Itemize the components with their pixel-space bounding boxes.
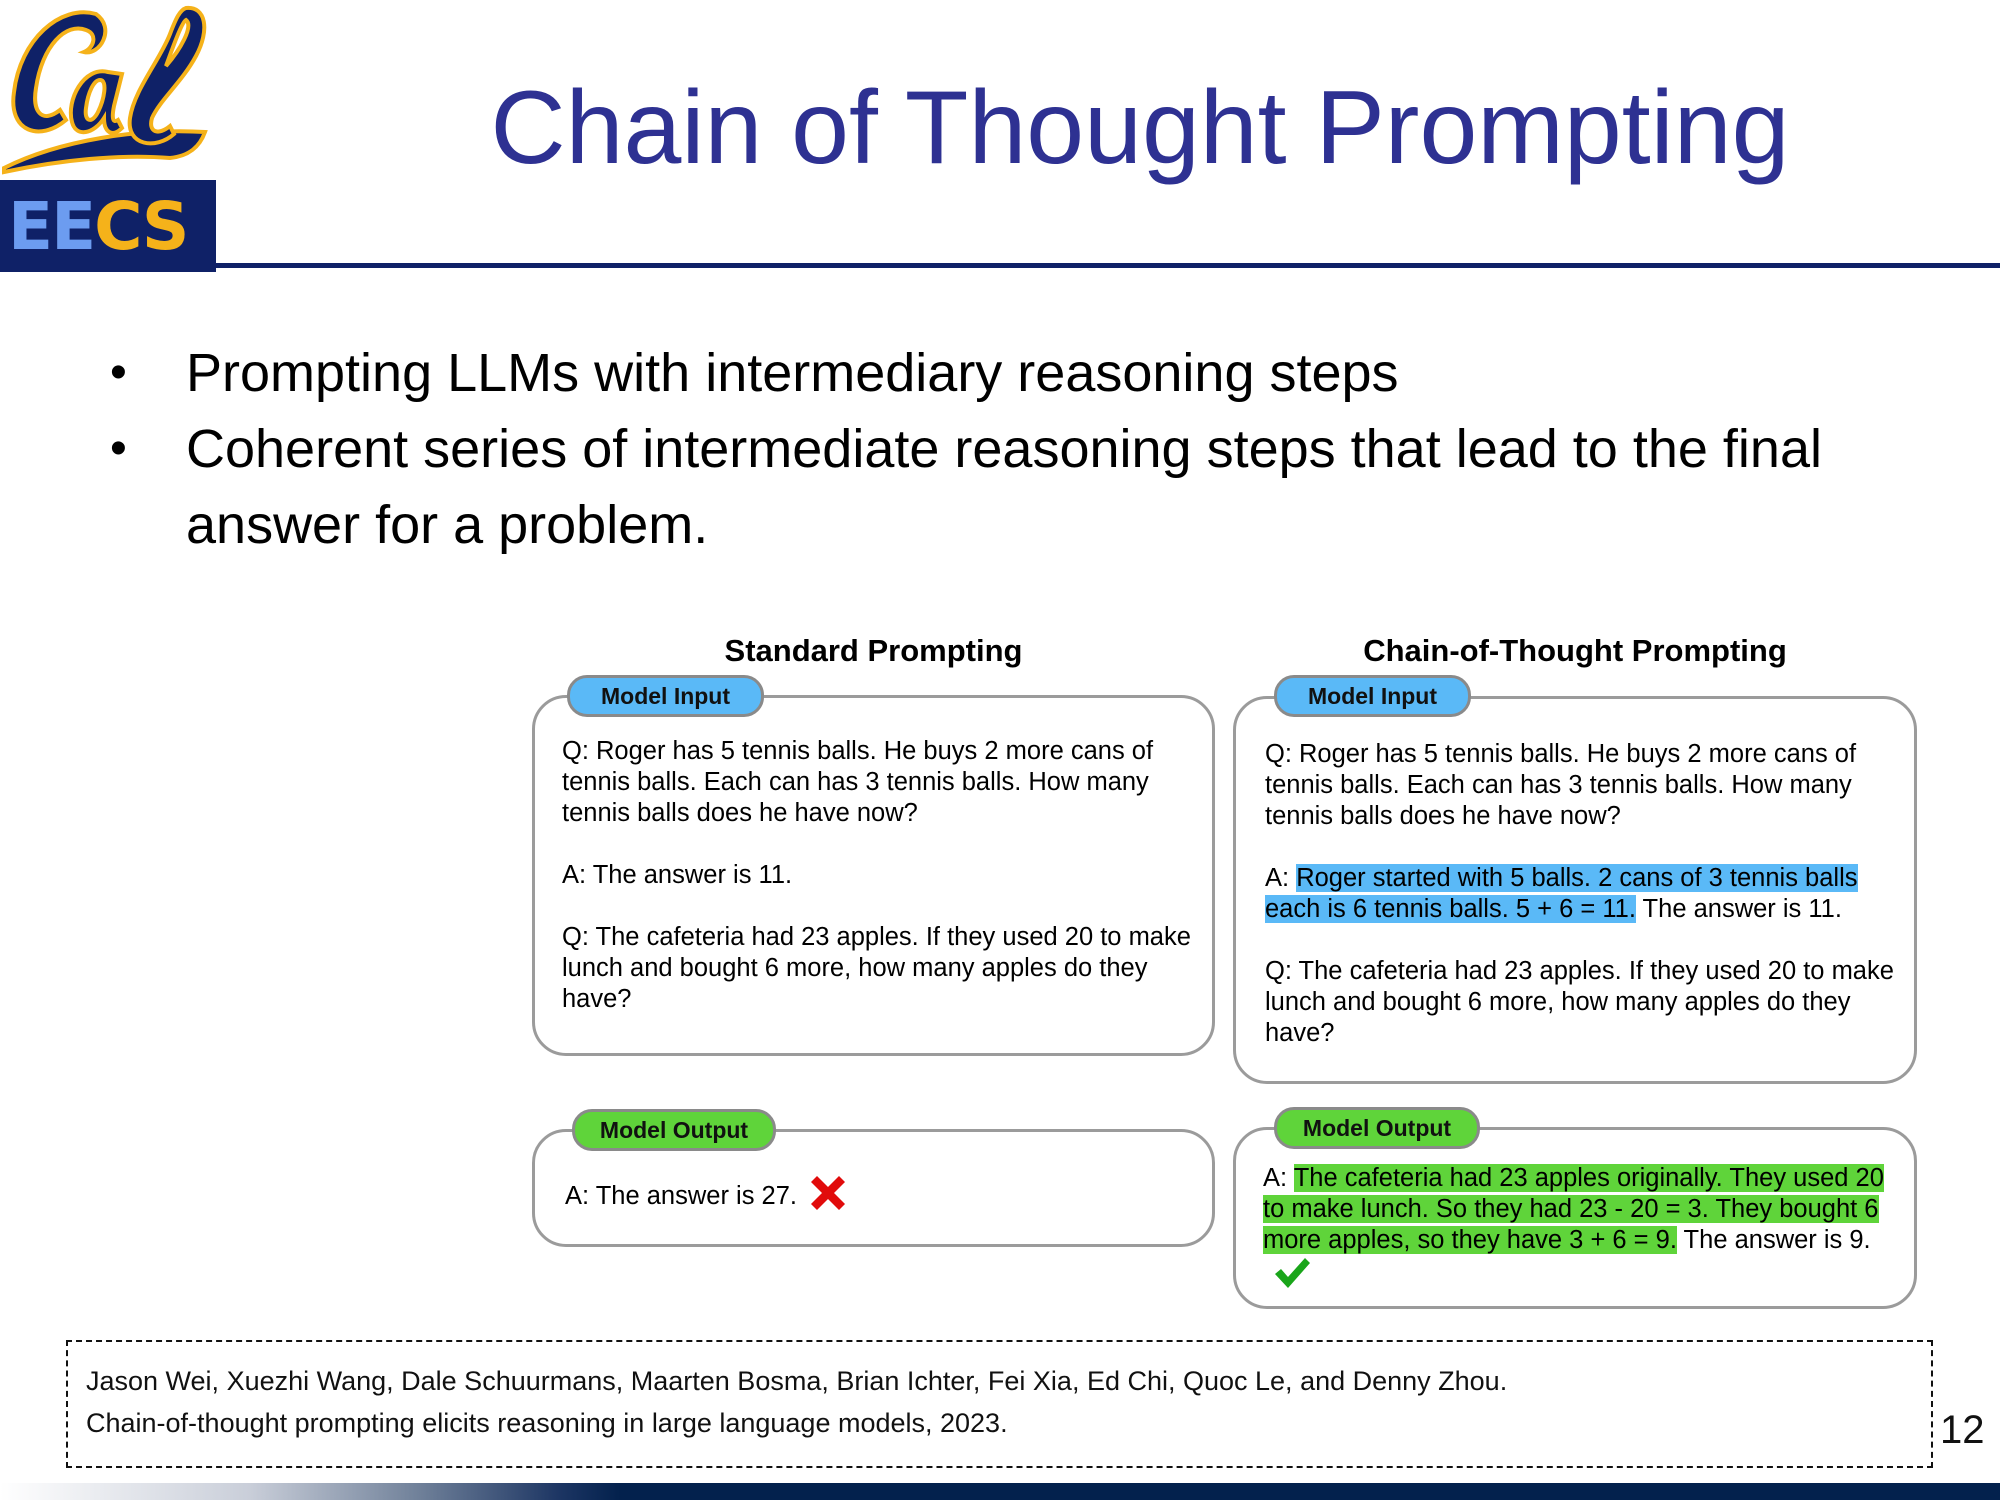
bullet-icon: • bbox=[110, 422, 127, 475]
standard-model-input-label: Model Input bbox=[567, 675, 764, 717]
cal-logo bbox=[0, 0, 215, 175]
cal-script-icon bbox=[0, 0, 215, 175]
citation-title: Chain-of-thought prompting elicits reasoning in large language models, 2023. bbox=[86, 1408, 1008, 1438]
check-icon bbox=[1273, 1256, 1311, 1298]
cot-input-a1 bbox=[1265, 863, 1895, 925]
cot-input-a1-answer: The answer is 11. bbox=[1635, 895, 1842, 923]
bullet-item bbox=[108, 411, 1968, 563]
standard-output-text: A: The answer is 27. bbox=[565, 1182, 797, 1210]
standard-input-q2: Q: The cafeteria had 23 apples. If they used 20 to make lunch and bought 6 more, how many apples do they have? bbox=[562, 923, 1191, 1013]
bullet-item bbox=[108, 335, 1968, 411]
standard-input-a1: A: The answer is 11. bbox=[562, 861, 793, 889]
footer-bar bbox=[0, 1483, 2000, 1500]
slide-title: Chain of Thought Prompting bbox=[490, 70, 1790, 186]
cot-output-reasoning-highlight: The cafeteria had 23 apples originally. They used 20 to make lunch. So they had 23 - 20 = 3. They bought 6 more apples, so they have 3 + 6 = 9. bbox=[1263, 1164, 1884, 1254]
cot-input-q1: Q: Roger has 5 tennis balls. He buys 2 more cans of tennis balls. Each can has 3 tennis balls. How many tennis balls does he have now? bbox=[1265, 740, 1857, 830]
cot-input-box bbox=[1233, 696, 1917, 1084]
cross-icon bbox=[807, 1172, 849, 1222]
bullet-text: Prompting LLMs with intermediary reasoning steps bbox=[186, 343, 1399, 403]
cot-output-box bbox=[1233, 1127, 1917, 1309]
cot-prompting-title: Chain-of-Thought Prompting bbox=[1363, 633, 1787, 668]
cot-output-answer: The answer is 9. bbox=[1676, 1226, 1871, 1254]
bullet-icon: • bbox=[110, 346, 127, 399]
citation-authors: Jason Wei, Xuezhi Wang, Dale Schuurmans, Maarten Bosma, Brian Ichter, Fei Xia, Ed Chi, Quoc Le, and Denny Zhou. bbox=[86, 1366, 1508, 1396]
standard-model-output-label: Model Output bbox=[572, 1109, 776, 1151]
cot-output-prefix: A: bbox=[1263, 1164, 1294, 1192]
cot-input-a1-prefix: A: bbox=[1265, 864, 1297, 892]
cot-model-output-label: Model Output bbox=[1274, 1107, 1480, 1149]
cot-input-reasoning-highlight: Roger started with 5 balls. 2 cans of 3 tennis balls each is 6 tennis balls. 5 + 6 = 11. bbox=[1265, 864, 1858, 923]
bullet-list bbox=[108, 335, 1968, 563]
citation-box bbox=[66, 1340, 1933, 1468]
eecs-logo-cs: CS bbox=[94, 187, 188, 265]
cot-input-q2: Q: The cafeteria had 23 apples. If they used 20 to make lunch and bought 6 more, how many apples do they have? bbox=[1265, 957, 1894, 1047]
cot-model-input-label: Model Input bbox=[1274, 675, 1471, 717]
standard-input-q1: Q: Roger has 5 tennis balls. He buys 2 more cans of tennis balls. Each can has 3 tennis balls. How many tennis balls does he have now? bbox=[562, 737, 1154, 827]
eecs-logo bbox=[0, 180, 216, 272]
header-divider bbox=[216, 263, 2000, 268]
page-number: 12 bbox=[1940, 1408, 1985, 1452]
standard-prompting-title: Standard Prompting bbox=[724, 633, 1023, 668]
standard-input-box bbox=[532, 695, 1215, 1056]
eecs-logo-ee: EE bbox=[8, 187, 95, 265]
bullet-text: Coherent series of intermediate reasoning steps that lead to the final answer for a problem. bbox=[186, 419, 1822, 555]
